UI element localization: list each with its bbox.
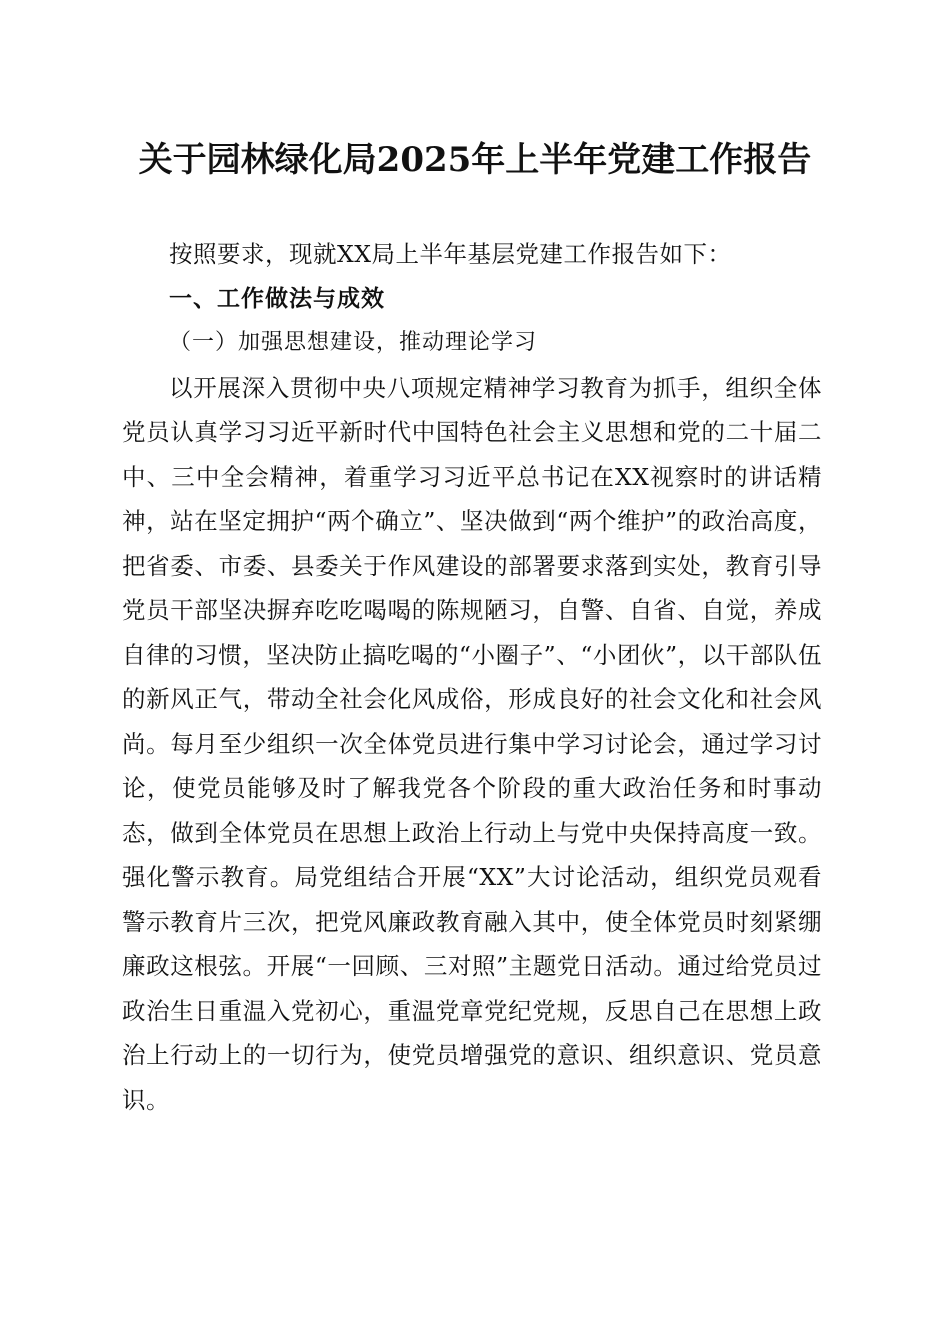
section-heading-work-practices: 一、工作做法与成效: [169, 285, 385, 312]
document-title: 关于园林绿化局2025年上半年党建工作报告: [138, 140, 812, 180]
intro-paragraph: 按照要求，现就XX局上半年基层党建工作报告如下：: [169, 240, 732, 268]
body-paragraph-ideological-building: 以开展深入贯彻中央八项规定精神学习教育为抓手，组织全体党员认真学习习近平新时代中国特色社会主义思想和党的二十届二中、三中全会精神，着重学习习近平总书记在XX视察时的讲话精神，站在坚定拥护“两个确立”、坚决做到“两个维护”的政治高度，把省委、市委、县委关于作风建设的部署要求落到实处，教育引导党员干部坚决摒弃吃吃喝喝的陈规陋习，自警、自省、自觉，养成自律的习惯，坚决防止搞吃喝的“小圈子”、“小团伙”，以干部队伍的新风正气，带动全社会化风成俗，形成良好的社会文化和社会风尚。每月至少组织一次全体党员进行集中学习讨论会，通过学习讨论，使党员能够及时了解我党各个阶段的重大政治任务和时事动态，做到全体党员在思想上政治上行动上与党中央保持高度一致。强化警示教育。局党组结合开展“XX”大讨论活动，组织党员观看警示教育片三次，把党风廉政教育融入其中，使全体党员时刻紧绷廉政这根弦。开展“一回顾、三对照”主题党日活动。通过给党员过政治生日重温入党初心，重温党章党纪党规，反思自己在思想上政治上行动上的一切行为，使党员增强党的意识、组织意识、党员意识。: [122, 373, 822, 1114]
document-body: [122, 232, 822, 1122]
subsection-heading-ideological-building: （一）加强思想建设，推动理论学习: [169, 330, 538, 355]
